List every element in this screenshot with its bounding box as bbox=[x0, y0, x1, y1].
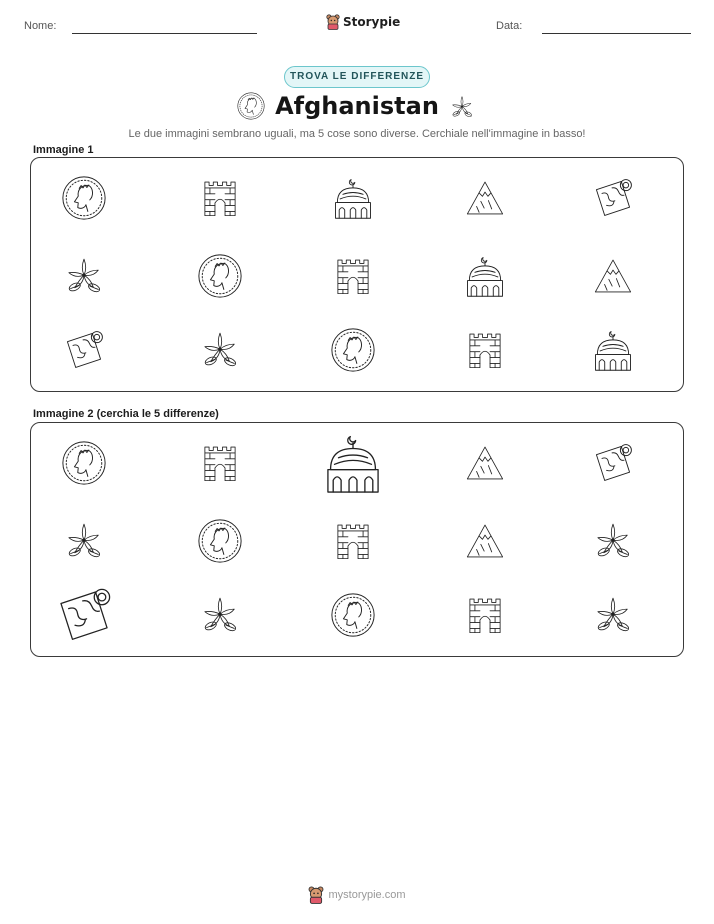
gate-icon[interactable] bbox=[464, 594, 506, 636]
name-label: Nome: bbox=[24, 20, 57, 32]
coin-icon[interactable] bbox=[60, 439, 108, 487]
gate-icon[interactable] bbox=[199, 442, 241, 484]
bear-mascot-icon bbox=[326, 14, 340, 30]
flower-icon bbox=[199, 329, 241, 371]
worksheet-title: Afghanistan bbox=[275, 92, 439, 120]
flower-icon bbox=[449, 94, 475, 125]
mountain-icon bbox=[464, 177, 506, 219]
image2-panel[interactable] bbox=[30, 422, 684, 657]
gate-icon[interactable] bbox=[332, 520, 374, 562]
gate-icon bbox=[464, 329, 506, 371]
mountain-icon[interactable] bbox=[464, 442, 506, 484]
coin-icon bbox=[196, 252, 244, 300]
coin-icon[interactable] bbox=[196, 517, 244, 565]
flower-icon[interactable] bbox=[592, 520, 634, 562]
carpet-icon bbox=[590, 175, 636, 221]
coin-icon bbox=[60, 174, 108, 222]
mountain-icon[interactable] bbox=[464, 520, 506, 562]
flower-icon[interactable] bbox=[199, 594, 241, 636]
footer-url: mystorypie.com bbox=[328, 889, 406, 901]
instructions: Le due immagini sembrano uguali, ma 5 cose sono diverse. Cerchiale nell'immagine in basso! bbox=[128, 128, 586, 140]
activity-badge: TROVA LE DIFFERENZE bbox=[284, 66, 430, 88]
coin-icon bbox=[329, 326, 377, 374]
image2-label: Immagine 2 (cerchia le 5 differenze) bbox=[33, 408, 219, 420]
flower-icon[interactable] bbox=[592, 594, 634, 636]
carpet-icon[interactable] bbox=[52, 583, 116, 647]
mosque-icon bbox=[330, 175, 376, 221]
mountain-icon bbox=[592, 255, 634, 297]
mosque-icon bbox=[590, 327, 636, 373]
brand-logo bbox=[326, 14, 400, 30]
gate-icon bbox=[199, 177, 241, 219]
coin-icon bbox=[236, 91, 266, 126]
carpet-icon[interactable] bbox=[590, 440, 636, 486]
flower-icon bbox=[63, 255, 105, 297]
date-label: Data: bbox=[496, 20, 523, 32]
brand-name: Storypie bbox=[343, 15, 401, 29]
date-field[interactable] bbox=[542, 33, 691, 34]
footer bbox=[0, 886, 714, 904]
carpet-icon bbox=[61, 327, 107, 373]
gate-icon bbox=[332, 255, 374, 297]
image1-panel bbox=[30, 157, 684, 392]
flower-icon[interactable] bbox=[63, 520, 105, 562]
mosque-icon[interactable] bbox=[320, 430, 386, 496]
mosque-icon bbox=[462, 253, 508, 299]
image1-label: Immagine 1 bbox=[33, 144, 94, 156]
bear-mascot-icon bbox=[308, 886, 324, 904]
name-field[interactable] bbox=[72, 33, 257, 34]
coin-icon[interactable] bbox=[329, 591, 377, 639]
